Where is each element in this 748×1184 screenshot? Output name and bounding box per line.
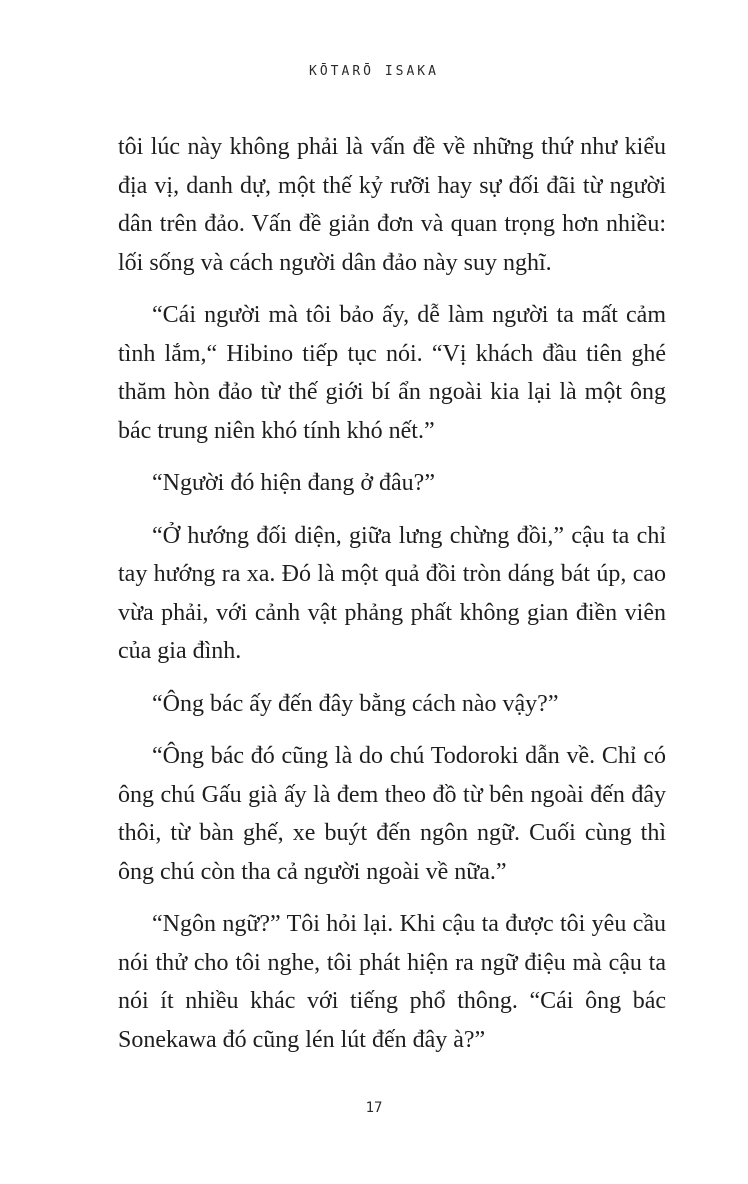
body-text	[118, 128, 666, 1073]
paragraph: “Người đó hiện đang ở đâu?”	[152, 470, 435, 496]
running-head-author: KŌTARŌ ISAKA	[309, 64, 439, 79]
paragraph: “Ông bác đó cũng là do chú Todoroki dẫn về. Chỉ có ông chú Gấu già ấy là đem theo đồ từ bên ngoài đến đây thôi, từ bàn ghế, xe buýt đến ngôn ngữ. Cuối cùng thì ông chú còn tha cả người ngoài về nữa.”	[118, 743, 666, 885]
paragraph: “Ngôn ngữ?” Tôi hỏi lại. Khi cậu ta được tôi yêu cầu nói thử cho tôi nghe, tôi phát hiện ra ngữ điệu mà cậu ta nói ít nhiều khác với tiếng phổ thông. “Cái ông bác Sonekawa đó cũng lén lút đến đây à?”	[118, 911, 666, 1053]
paragraph: “Cái người mà tôi bảo ấy, dễ làm người ta mất cảm tình lắm,“ Hibino tiếp tục nói. “Vị khách đầu tiên ghé thăm hòn đảo từ thế giới bí ẩn ngoài kia lại là một ông bác trung niên khó tính khó nết.”	[118, 302, 666, 444]
paragraph: “Ông bác ấy đến đây bằng cách nào vậy?”	[152, 690, 559, 717]
paragraph: tôi lúc này không phải là vấn đề về những thứ như kiểu địa vị, danh dự, một thế kỷ rưỡi hay sự đối đãi từ người dân trên đảo. Vấn đề giản đơn và quan trọng hơn nhiều: lối sống và cách người dân đảo này suy nghĩ.	[118, 134, 666, 276]
page-number: 17	[365, 1100, 383, 1116]
paragraph: “Ở hướng đối diện, giữa lưng chừng đồi,” cậu ta chỉ tay hướng ra xa. Đó là một quả đồi tròn dáng bát úp, cao vừa phải, với cảnh vật phảng phất không gian điền viên của gia đình.	[118, 522, 666, 664]
